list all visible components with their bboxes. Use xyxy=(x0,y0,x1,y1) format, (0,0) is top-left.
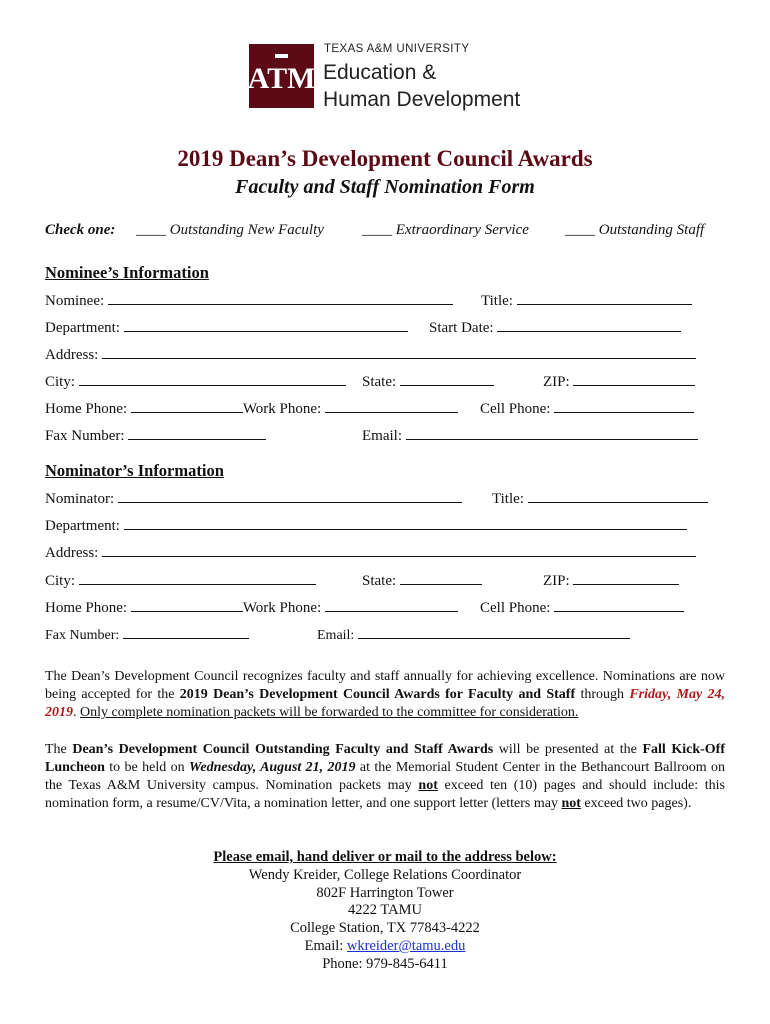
nominator-department-field[interactable] xyxy=(124,517,687,530)
nominee-startdate-label: Start Date: xyxy=(429,320,494,336)
nominee-title-field[interactable] xyxy=(517,292,692,305)
nominator-fax-row xyxy=(45,626,249,644)
nominee-workphone-field[interactable] xyxy=(325,400,458,413)
nominator-title-label: Title: xyxy=(492,491,524,507)
details-text-f: at the Memorial Student Center in the Bethancourt Ballroom on the Texas A&M University campus. Nomination packets may xyxy=(45,760,725,793)
tamu-logo-mark xyxy=(249,44,314,108)
nominee-section-heading: Nominee’s Information xyxy=(45,263,209,282)
nominee-cellphone-label: Cell Phone: xyxy=(480,401,551,417)
nominee-cellphone-row xyxy=(480,400,694,418)
details-text-a: The xyxy=(45,742,73,757)
details-text-c: will be presented at the xyxy=(493,742,643,757)
nominee-email-field[interactable] xyxy=(406,427,698,440)
nominee-address-row xyxy=(45,346,696,364)
nominator-title-field[interactable] xyxy=(528,490,708,503)
nominee-zip-row xyxy=(543,373,695,391)
nominee-startdate-row xyxy=(429,319,681,337)
nominator-city-row xyxy=(45,572,316,590)
nominator-workphone-field[interactable] xyxy=(325,599,458,612)
nominator-city-label: City: xyxy=(45,573,76,589)
logo-college-line1: Education & xyxy=(323,61,437,84)
check-option-extraordinary-service[interactable]: ____ Extraordinary Service xyxy=(362,222,529,238)
nominator-homephone-label: Home Phone: xyxy=(45,600,128,616)
check-option-new-faculty[interactable]: ____ Outstanding New Faculty xyxy=(136,222,324,238)
nominee-address-field[interactable] xyxy=(102,346,696,359)
details-text-e: to be held on xyxy=(104,760,189,775)
contact-email-link[interactable]: wkreider@tamu.edu xyxy=(346,938,466,954)
check-option-outstanding-staff[interactable]: ____ Outstanding Staff xyxy=(565,222,705,238)
contact-email-row xyxy=(0,937,770,955)
not-emphasis-2: not xyxy=(561,796,581,811)
nominee-workphone-label: Work Phone: xyxy=(242,401,322,417)
nominator-name-row xyxy=(45,490,462,508)
nominator-city-field[interactable] xyxy=(79,572,316,585)
nominee-email-row xyxy=(362,427,698,445)
contact-email-label: Email: xyxy=(304,938,347,954)
nominee-department-row xyxy=(45,319,408,337)
nominee-homephone-label: Home Phone: xyxy=(45,401,128,417)
nominator-address-row xyxy=(45,544,696,562)
nominee-name-field[interactable] xyxy=(108,292,453,305)
check-one-label: Check one: xyxy=(45,222,116,238)
nominee-name-row xyxy=(45,292,453,310)
details-text-h: exceed two pages). xyxy=(580,796,692,811)
nominator-state-field[interactable] xyxy=(400,572,482,585)
nominee-email-label: Email: xyxy=(362,428,402,444)
awards-title: Dean’s Development Council Outstanding Faculty and Staff Awards xyxy=(72,742,494,757)
nominator-address-label: Address: xyxy=(45,545,99,561)
nominator-homephone-field[interactable] xyxy=(131,599,243,612)
nominee-zip-field[interactable] xyxy=(573,373,695,386)
nominee-fax-label: Fax Number: xyxy=(45,428,125,444)
complete-packets-note: Only complete nomination packets will be forwarded to the committee for consideration. xyxy=(80,705,579,720)
nominator-fax-field[interactable] xyxy=(123,626,249,639)
intro-text-period: . xyxy=(73,705,80,720)
nominator-department-row xyxy=(45,517,687,535)
not-emphasis-1: not xyxy=(418,778,438,793)
intro-text-through: through xyxy=(575,687,630,702)
nominee-city-field[interactable] xyxy=(79,373,346,386)
svg-text:ATM: ATM xyxy=(249,62,314,95)
nominee-homephone-field[interactable] xyxy=(131,400,243,413)
nominator-state-label: State: xyxy=(362,573,397,589)
nominator-zip-field[interactable] xyxy=(573,572,679,585)
nominator-zip-row xyxy=(543,572,679,590)
page-title: 2019 Dean’s Development Council Awards xyxy=(177,146,593,171)
nominee-department-label: Department: xyxy=(45,320,120,336)
nominator-phones-row xyxy=(45,599,458,617)
nominee-name-label: Nominee: xyxy=(45,293,105,309)
contact-heading: Please email, hand deliver or mail to the address below: xyxy=(213,849,557,865)
nominator-cellphone-field[interactable] xyxy=(554,599,684,612)
contact-box: 4222 TAMU xyxy=(348,902,422,918)
nominee-zip-label: ZIP: xyxy=(543,374,570,390)
nominee-fax-row xyxy=(45,427,266,445)
nominator-cellphone-row xyxy=(480,599,684,617)
atm-logo-icon xyxy=(249,44,314,108)
nominator-department-label: Department: xyxy=(45,518,120,534)
nominator-email-field[interactable] xyxy=(358,626,630,639)
event-name: Fall Kick-Off Luncheon xyxy=(45,742,726,775)
logo-college-line2: Human Development xyxy=(323,88,521,111)
logo-university: TEXAS A&M UNIVERSITY xyxy=(324,43,470,55)
nominee-department-field[interactable] xyxy=(124,319,408,332)
contact-name: Wendy Kreider, College Relations Coordinator xyxy=(248,867,522,883)
intro-paragraph xyxy=(45,668,725,722)
page-subtitle: Faculty and Staff Nomination Form xyxy=(235,176,535,198)
nominee-fax-field[interactable] xyxy=(128,427,266,440)
nominator-cellphone-label: Cell Phone: xyxy=(480,600,551,616)
details-text-g: exceed ten (10) pages and should include: this nomination form, a resume/CV/Vita, a nomination letter, and one support letter (letters may xyxy=(45,778,725,811)
nominator-name-label: Nominator: xyxy=(45,491,115,507)
nominator-email-row xyxy=(317,626,630,644)
nominee-title-label: Title: xyxy=(481,293,513,309)
event-date: Wednesday, August 21, 2019 xyxy=(188,760,356,775)
nominee-cellphone-field[interactable] xyxy=(554,400,694,413)
details-paragraph xyxy=(45,741,725,813)
nominator-fax-label: Fax Number: xyxy=(45,628,120,643)
contact-office: 802F Harrington Tower xyxy=(316,885,454,901)
nominator-email-label: Email: xyxy=(317,628,355,643)
deadline-date: Friday, May 24, 2019 xyxy=(45,687,725,720)
contact-city: College Station, TX 77843-4222 xyxy=(290,920,480,936)
contact-phone: Phone: 979-845-6411 xyxy=(322,956,448,972)
nominee-phones-row xyxy=(45,400,458,418)
nominee-address-label: Address: xyxy=(45,347,99,363)
nominator-name-field[interactable] xyxy=(118,490,462,503)
nominator-title-row xyxy=(492,490,708,508)
nominee-state-field[interactable] xyxy=(400,373,494,386)
nominator-workphone-label: Work Phone: xyxy=(242,600,322,616)
award-name: 2019 Dean’s Development Council Awards for Faculty and Staff xyxy=(179,687,576,702)
nominee-startdate-field[interactable] xyxy=(497,319,681,332)
intro-text: The Dean’s Development Council recognizes faculty and staff annually for achieving excellence. Nominations are now being accepted for the xyxy=(45,669,725,702)
nominee-title-row xyxy=(481,292,692,310)
nominator-zip-label: ZIP: xyxy=(543,573,570,589)
nominator-section-heading: Nominator’s Information xyxy=(45,461,224,480)
nominee-city-label: City: xyxy=(45,374,76,390)
nominator-state-row xyxy=(362,572,482,590)
nominee-state-row xyxy=(362,373,494,391)
nominator-address-field[interactable] xyxy=(102,544,696,557)
nominee-state-label: State: xyxy=(362,374,397,390)
nominee-city-row xyxy=(45,373,346,391)
